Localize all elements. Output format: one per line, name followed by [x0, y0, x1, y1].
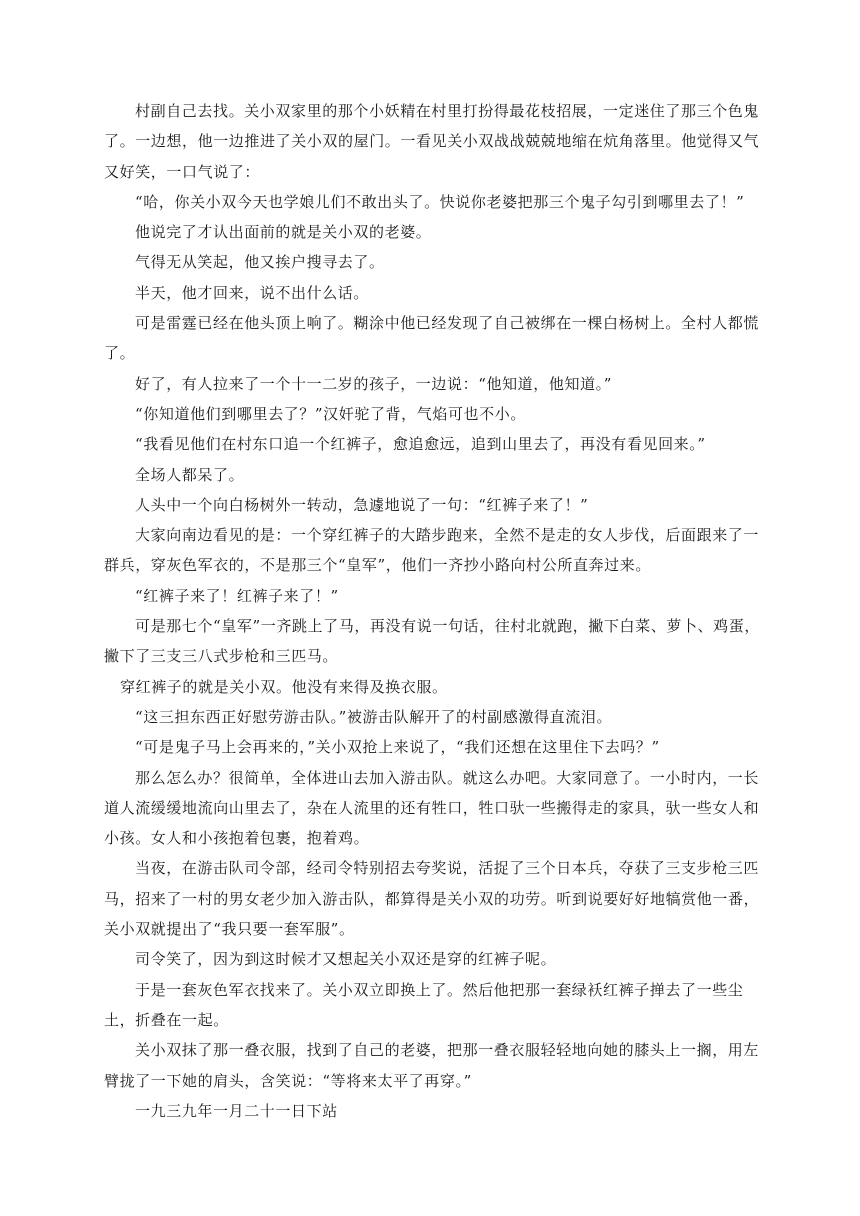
paragraph: 司令笑了，因为到这时候才又想起关小双还是穿的红裤子呢。: [135, 950, 557, 969]
paragraph: 可是雷霆已经在他头顶上响了。糊涂中他已经发现了自己被绑在一棵白杨树上。全村人都慌了。: [104, 314, 760, 363]
paragraph: 全场人都呆了。: [135, 465, 245, 484]
paragraph: 气得无从笑起，他又挨户搜寻去了。: [135, 253, 385, 272]
paragraph: “可是鬼子马上会再来的，”关小双抢上来说了，“我们还想在这里住下去吗？”: [135, 738, 660, 757]
paragraph: 那么怎么办？很简单，全体进山去加入游击队。就这么办吧。大家同意了。一小时内，一长道人流缓缓地流向山里去了，杂在人流里的还有牲口，牲口驮一些搬得走的家具，驮一些女人和小孩。女人和小孩抱着包裹，抱着鸡。: [104, 768, 760, 848]
paragraph: “这三担东西正好慰劳游击队。”被游击队解开了的村副感激得直流泪。: [135, 707, 613, 726]
paragraph: 大家向南边看见的是：一个穿红裤子的大踏步跑来，全然不是走的女人步伐，后面跟来了一群兵，穿灰色军衣的，不是那三个“皇军”，他们一齐抄小路向村公所直奔过来。: [104, 526, 760, 575]
paragraph: 当夜，在游击队司令部，经司令特别招去夸奖说，活捉了三个日本兵，夺获了三支步枪三匹马，招来了一村的男女老少加入游击队，都算得是关小双的功劳。听到说要好好地犒赏他一番，: [104, 859, 760, 908]
paragraph: “哈，你关小双今天也学娘儿们不敢出头了。快说你老婆把那三个鬼子勾引到哪里去了！”: [135, 192, 745, 211]
paragraph: 村副自己去找。关小双家里的那个小妖精在村里打扮得最花枝招展，一定迷住了那三个色鬼了。一边想，他一边推进了关小双的屋门。一看见关小双战战兢兢地缩在炕角落里。他觉得又气又好笑，一口气说了：: [104, 102, 760, 181]
paragraph: 关小双抹了那一叠衣服，找到了自己的老婆，把那一叠衣服轻轻地向她的膝头上一搁，用左臂拢了一下她的肩头，含笑说：“等将来太平了再穿。”: [104, 1041, 760, 1090]
paragraph: “你知道他们到哪里去了？”汉奸驼了背，气焰可也不小。: [135, 404, 526, 423]
dateline: 一九三九年一月二十一日下站: [135, 1101, 338, 1120]
paragraph: “红裤子来了！红裤子来了！”: [135, 586, 339, 605]
paragraph: 可是那七个“皇军”一齐跳上了马，再没有说一句话，往村北就跑，撇下白菜、萝卜、鸡蛋，撇下了三支三八式步枪和三匹马。: [104, 617, 760, 666]
story-text: [104, 96, 760, 1126]
paragraph: 好了，有人拉来了一个十一二岁的孩子，一边说：“他知道，他知道。”: [135, 374, 613, 393]
paragraph: 关小双就提出了“我只要一套军服”。: [104, 920, 355, 939]
paragraph: 人头中一个向白杨树外一转动，急遽地说了一句：“红裤子来了！”: [135, 495, 589, 514]
paragraph: 半天，他才回来，说不出什么话。: [135, 283, 370, 302]
paragraph: 他说完了才认出面前的就是关小双的老婆。: [135, 223, 432, 242]
paragraph: 于是一套灰色军衣找来了。关小双立即换上了。然后他把那一套绿袄红裤子掸去了一些尘土，折叠在一起。: [104, 980, 744, 1029]
paragraph: 穿红裤子的就是关小双。他没有来得及换衣服。: [120, 677, 448, 696]
paragraph: “我看见他们在村东口追一个红裤子，愈追愈远，追到山里去了，再没有看见回来。”: [135, 435, 706, 454]
